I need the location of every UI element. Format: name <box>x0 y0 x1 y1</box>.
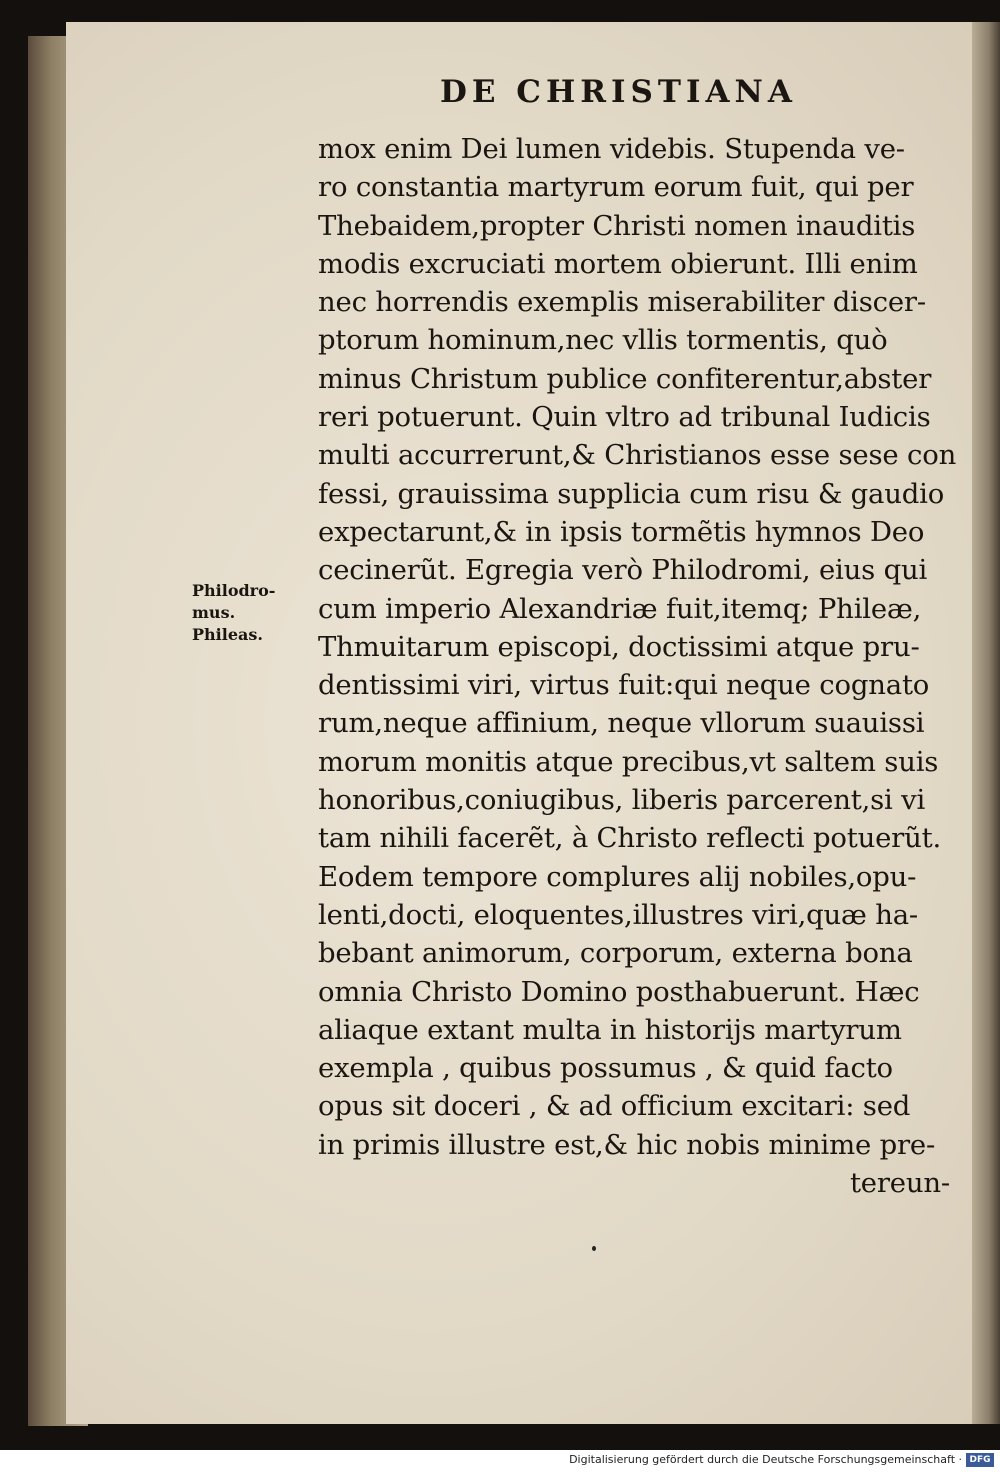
text-line: Eodem tempore complures alij nobiles,opu- <box>318 860 917 893</box>
marginal-note: Phileas. <box>192 625 263 644</box>
text-line: honoribus,coniugibus, liberis parcerent,si vi <box>318 784 926 817</box>
text-line: reri potuerunt. Quin vltro ad tribunal Iudicis <box>318 401 931 434</box>
body-text <box>318 130 958 1202</box>
text-line: nec horrendis exemplis miserabiliter discer- <box>318 286 926 319</box>
text-line: multi accurrerunt,& Christianos esse sese con <box>318 439 957 472</box>
marginal-note: mus. <box>192 603 236 622</box>
footer-bar <box>0 1450 1000 1472</box>
text-line: dentissimi viri, virtus fuit:qui neque cognato <box>318 669 930 702</box>
text-line: omnia Christo Domino posthabuerunt. Hæc <box>318 975 920 1008</box>
text-line: morum monitis atque precibus,vt saltem suis <box>318 745 939 778</box>
text-line: aliaque extant multa in historijs martyrum <box>318 1013 902 1046</box>
text-line: bebant animorum, corporum, externa bona <box>318 937 913 970</box>
page-right-edge <box>972 22 1000 1424</box>
text-line: Thebaidem,propter Christi nomen inauditis <box>318 209 916 242</box>
text-line: exempla , quibus possumus , & quid facto <box>318 1052 893 1085</box>
text-line: lenti,docti, eloquentes,illustres viri,quæ ha- <box>318 898 919 931</box>
text-line: in primis illustre est,& hic nobis minime pre- <box>318 1128 936 1161</box>
text-line: ptorum hominum,nec vllis tormentis, quò <box>318 324 888 357</box>
text-line: Thmuitarum episcopi, doctissimi atque pru- <box>318 630 920 663</box>
text-line: expectarunt,& in ipsis tormẽtis hymnos Deo <box>318 515 925 548</box>
marginal-note: Philodro- <box>192 581 276 600</box>
ink-speck <box>592 1246 596 1251</box>
text-line: modis excruciati mortem obierunt. Illi enim <box>318 247 918 280</box>
text-line: minus Christum publice confiterentur,abster <box>318 362 932 395</box>
text-line: tam nihili facerẽt, à Christo reflecti potuerũt. <box>318 822 942 855</box>
text-line: cecinerũt. Egregia verò Philodromi, eius qui <box>318 554 928 587</box>
dfg-logo: DFG <box>966 1453 994 1467</box>
marginal-notes <box>192 580 312 646</box>
text-line: fessi, grauissima supplicia cum risu & gaudio <box>318 477 945 510</box>
text-line: mox enim Dei lumen videbis. Stupenda ve- <box>318 133 905 165</box>
catchword: tereun- <box>849 1167 950 1200</box>
running-head: DE CHRISTIANA <box>440 74 797 110</box>
text-line: cum imperio Alexandriæ fuit,itemq; Phileæ, <box>318 592 922 625</box>
funding-credit: Digitalisierung gefördert durch die Deutsche Forschungsgemeinschaft · <box>569 1453 962 1466</box>
text-line: opus sit doceri , & ad officium excitari: sed <box>318 1090 911 1123</box>
text-line: rum,neque affinium, neque vllorum suauissi <box>318 707 925 740</box>
text-line: ro constantia martyrum eorum fuit, qui per <box>318 171 914 204</box>
